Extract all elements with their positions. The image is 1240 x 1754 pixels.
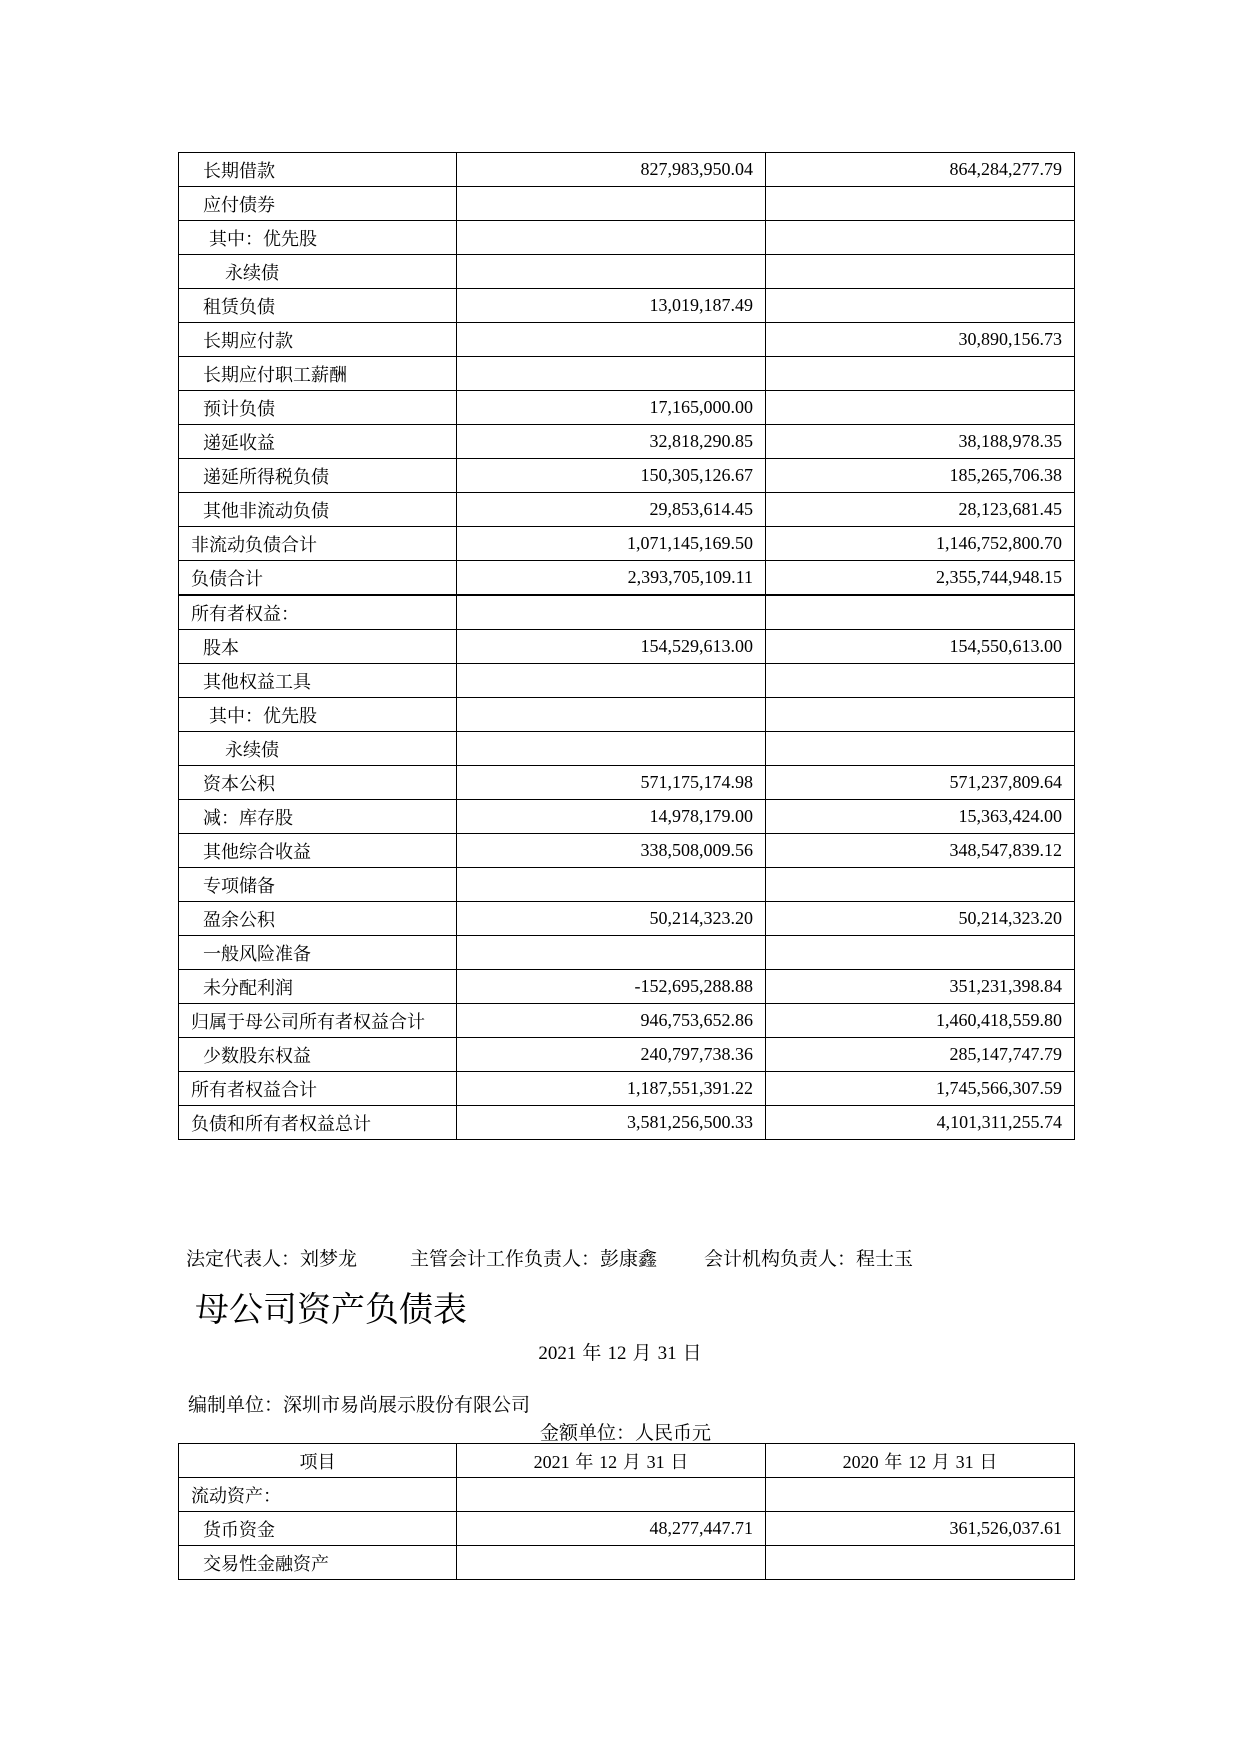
row-item-label: 永续债 [225,739,279,761]
row-item-label: 专项储备 [203,875,275,897]
value-2020: 50,214,323.20 [766,902,1075,936]
value-2021 [457,595,766,630]
value-2021: -152,695,288.88 [457,970,766,1004]
row-item-cell [179,1038,457,1072]
value-2020 [766,221,1075,255]
table-row [179,459,1075,493]
row-item-label: 长期借款 [203,160,275,182]
row-item-cell [179,527,457,561]
row-item-cell [179,255,457,289]
row-item-label: 非流动负债合计 [191,534,317,556]
header-2021-month-char: 月 [622,1451,641,1473]
row-item-label: 资本公积 [203,773,275,795]
accounting-org-head: 会计机构负责人：程士玉 [704,1248,914,1270]
row-item-label: 应付债券 [203,194,275,216]
value-2020 [766,1546,1075,1580]
value-2020 [766,595,1075,630]
row-item-cell [179,493,457,527]
value-2021: 32,818,290.85 [457,425,766,459]
value-2020: 864,284,277.79 [766,153,1075,187]
row-item-label: 长期应付职工薪酬 [203,364,347,386]
row-item-label: 盈余公积 [203,909,275,931]
row-item-cell [179,1004,457,1038]
value-2021: 571,175,174.98 [457,766,766,800]
date-month-char: 月 [632,1342,652,1364]
row-item-label: 归属于母公司所有者权益合计 [191,1011,425,1033]
table-row [179,187,1075,221]
value-2020 [766,1478,1075,1512]
row-item-cell [179,221,457,255]
value-2021: 17,165,000.00 [457,391,766,425]
table-row [179,834,1075,868]
row-item-label: 租赁负债 [203,296,275,318]
row-item-label: 货币资金 [203,1519,275,1541]
row-item-label: 负债合计 [191,568,263,590]
date-month: 12 [607,1343,627,1364]
value-2020 [766,255,1075,289]
value-2020: 30,890,156.73 [766,323,1075,357]
header-2021-month: 12 [599,1451,618,1472]
row-item-cell [179,1478,457,1512]
value-2020: 348,547,839.12 [766,834,1075,868]
row-item-cell [179,800,457,834]
header-2021-year-char: 年 [575,1451,594,1473]
row-item-cell [179,1106,457,1140]
value-2021 [457,323,766,357]
row-item-cell [179,902,457,936]
header-item: 项目 [179,1444,457,1478]
value-2020 [766,289,1075,323]
row-item-cell [179,1546,457,1580]
row-item-cell [179,936,457,970]
row-item-label: 股本 [203,637,239,659]
table-row [179,221,1075,255]
value-2020: 28,123,681.45 [766,493,1075,527]
table-row [179,153,1075,187]
row-item-cell [179,664,457,698]
value-2020: 2,355,744,948.15 [766,561,1075,596]
table-row [179,527,1075,561]
date-day-char: 日 [682,1342,702,1364]
value-2021: 946,753,652.86 [457,1004,766,1038]
row-item-cell [179,459,457,493]
table-row [179,1004,1075,1038]
row-item-label: 其他非流动负债 [203,500,329,522]
row-item-label: 长期应付款 [203,330,293,352]
value-2020 [766,698,1075,732]
header-2020 [766,1444,1075,1478]
table-row [179,800,1075,834]
value-2021: 827,983,950.04 [457,153,766,187]
value-2020 [766,664,1075,698]
value-2021: 338,508,009.56 [457,834,766,868]
table-row [179,936,1075,970]
value-2021: 29,853,614.45 [457,493,766,527]
row-item-cell [179,289,457,323]
row-item-cell [179,630,457,664]
header-2021-year: 2021 [533,1451,570,1472]
table-row [179,357,1075,391]
table-row [179,732,1075,766]
row-item-label: 其中：优先股 [209,228,317,250]
table-header-row [179,1444,1075,1478]
balance-sheet-table-continued [178,152,1075,1140]
table-body [179,153,1075,1140]
value-2021: 240,797,738.36 [457,1038,766,1072]
table-row [179,1546,1075,1580]
table-row [179,493,1075,527]
value-2020: 285,147,747.79 [766,1038,1075,1072]
date-day: 31 [657,1343,677,1364]
table-row [179,391,1075,425]
value-2020 [766,357,1075,391]
table-row [179,323,1075,357]
value-2021 [457,868,766,902]
header-2020-day: 31 [955,1451,974,1472]
table-row [179,425,1075,459]
table-row [179,1478,1075,1512]
value-2021 [457,1478,766,1512]
value-2020: 15,363,424.00 [766,800,1075,834]
value-2020: 1,146,752,800.70 [766,527,1075,561]
value-2021: 3,581,256,500.33 [457,1106,766,1140]
parent-balance-sheet-table [178,1443,1075,1580]
page-title: 母公司资产负债表 [195,1290,467,1330]
date-year: 2021 [538,1343,577,1364]
value-2021: 1,187,551,391.22 [457,1072,766,1106]
value-2021 [457,187,766,221]
value-2021 [457,664,766,698]
value-2021: 154,529,613.00 [457,630,766,664]
value-2021: 1,071,145,169.50 [457,527,766,561]
header-2020-year: 2020 [842,1451,879,1472]
row-item-label: 递延所得税负债 [203,466,329,488]
row-item-label: 预计负债 [203,398,275,420]
table-row [179,902,1075,936]
value-2020: 1,460,418,559.80 [766,1004,1075,1038]
table-row [179,664,1075,698]
value-2021: 48,277,447.71 [457,1512,766,1546]
value-2021: 13,019,187.49 [457,289,766,323]
row-item-cell [179,698,457,732]
value-2020: 4,101,311,255.74 [766,1106,1075,1140]
value-2020: 361,526,037.61 [766,1512,1075,1546]
row-item-cell [179,153,457,187]
value-2020 [766,187,1075,221]
row-item-label: 一般风险准备 [203,943,311,965]
header-2020-year-char: 年 [884,1451,903,1473]
row-item-cell [179,1072,457,1106]
header-2020-day-char: 日 [979,1451,998,1473]
value-2020: 185,265,706.38 [766,459,1075,493]
value-2020: 571,237,809.64 [766,766,1075,800]
table-row [179,698,1075,732]
table-row [179,595,1075,630]
row-item-cell [179,391,457,425]
report-date [0,1338,1240,1365]
value-2020 [766,732,1075,766]
table-row [179,1106,1075,1140]
row-item-label: 流动资产： [191,1485,281,1507]
row-item-label: 递延收益 [203,432,275,454]
date-year-char: 年 [582,1342,602,1364]
row-item-label: 所有者权益： [191,603,299,625]
value-2021: 14,978,179.00 [457,800,766,834]
value-2021 [457,255,766,289]
header-2021 [457,1444,766,1478]
table-row [179,1512,1075,1546]
header-2021-day: 31 [646,1451,665,1472]
table-row [179,289,1075,323]
table-row [179,630,1075,664]
value-2020: 1,745,566,307.59 [766,1072,1075,1106]
table-row [179,561,1075,596]
header-2020-month-char: 月 [931,1451,950,1473]
value-2021 [457,732,766,766]
row-item-cell [179,732,457,766]
row-item-label: 其他综合收益 [203,841,311,863]
value-2021 [457,357,766,391]
row-item-cell [179,561,457,596]
row-item-label: 减：库存股 [203,807,293,829]
row-item-cell [179,357,457,391]
row-item-cell [179,1512,457,1546]
row-item-cell [179,425,457,459]
value-2020: 351,231,398.84 [766,970,1075,1004]
value-2020 [766,391,1075,425]
row-item-label: 其中：优先股 [209,705,317,727]
currency-unit: 金额单位：人民币元 [540,1422,712,1444]
header-2020-month: 12 [908,1451,927,1472]
value-2020 [766,936,1075,970]
row-item-cell [179,323,457,357]
table-row [179,255,1075,289]
row-item-label: 所有者权益合计 [191,1079,317,1101]
row-item-cell [179,868,457,902]
value-2020 [766,868,1075,902]
preparing-company: 编制单位：深圳市易尚展示股份有限公司 [188,1394,531,1416]
table-row [179,868,1075,902]
table-row [179,766,1075,800]
row-item-label: 其他权益工具 [203,671,311,693]
value-2021 [457,936,766,970]
row-item-cell [179,766,457,800]
row-item-label: 交易性金融资产 [203,1553,329,1575]
row-item-cell [179,834,457,868]
row-item-label: 少数股东权益 [203,1045,311,1067]
row-item-label: 负债和所有者权益总计 [191,1113,371,1135]
row-item-label: 永续债 [225,262,279,284]
value-2021: 50,214,323.20 [457,902,766,936]
row-item-cell [179,187,457,221]
value-2021 [457,698,766,732]
value-2021: 150,305,126.67 [457,459,766,493]
row-item-label: 未分配利润 [203,977,293,999]
value-2021: 2,393,705,109.11 [457,561,766,596]
value-2021 [457,221,766,255]
row-item-cell [179,970,457,1004]
header-2021-day-char: 日 [670,1451,689,1473]
table-row [179,970,1075,1004]
table-row [179,1072,1075,1106]
accounting-head: 主管会计工作负责人：彭康鑫 [410,1248,658,1270]
value-2020: 38,188,978.35 [766,425,1075,459]
table-body [179,1478,1075,1580]
legal-representative: 法定代表人：刘梦龙 [186,1248,358,1270]
value-2021 [457,1546,766,1580]
table-row [179,1038,1075,1072]
row-item-cell [179,595,457,630]
value-2020: 154,550,613.00 [766,630,1075,664]
